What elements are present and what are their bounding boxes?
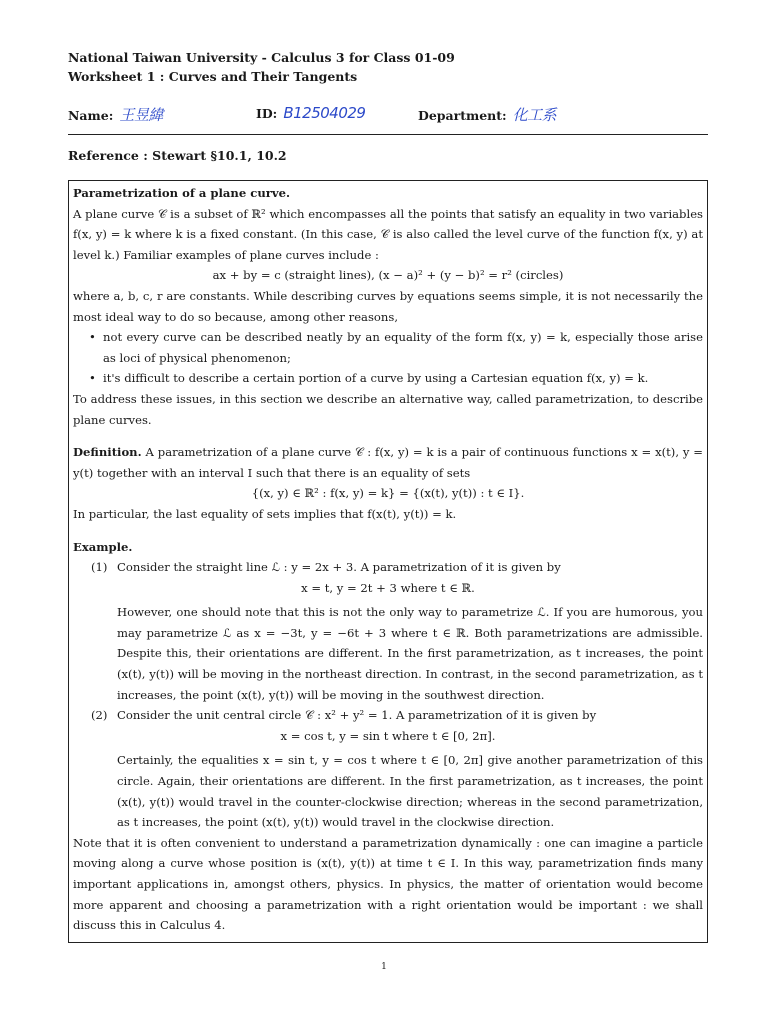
curve-examples-equation: ax + by = c (straight lines), (x − a)² + (y − b)² = r² (circles) bbox=[212, 268, 564, 283]
worksheet-title: Worksheet 1 : Curves and Their Tangents bbox=[68, 69, 358, 84]
content-box bbox=[68, 180, 708, 943]
definition-note: In particular, the last equality of sets implies that f(x(t), y(t)) = k. bbox=[73, 506, 457, 521]
bullet-icon: • bbox=[89, 371, 96, 386]
example-number: (1) bbox=[91, 560, 108, 575]
name-field bbox=[68, 104, 163, 125]
definition-paragraph bbox=[73, 442, 703, 483]
example-item-2 bbox=[73, 705, 703, 726]
where-paragraph: where a, b, c, r are constants. While describing curves by equations seems simple, it is not necessarily the most ideal way to do so because, among other reasons, bbox=[73, 288, 703, 324]
header-divider bbox=[68, 134, 708, 135]
section-title: Parametrization of a plane curve. bbox=[73, 186, 291, 200]
id-handwriting: B12504029 bbox=[283, 104, 366, 122]
example-item-1 bbox=[73, 557, 703, 578]
example-equation: x = cos t, y = sin t where t ∈ [0, 2π]. bbox=[280, 728, 496, 743]
example-label: Example. bbox=[73, 539, 133, 554]
reference-line: Reference : Stewart §10.1, 10.2 bbox=[68, 148, 287, 163]
closing-paragraph: Note that it is often convenient to understand a parametrization dynamically : one can imagine a particle moving along a curve whose position is (x(t), y(t)) at time t ∈ I. In this way, parametrization finds many important applications in, amongst others, physics. In physics, the matter of orientation would become more apparent and choosing a parametrization with a right orientation would be important : we shall discuss this in Calculus 4. bbox=[73, 835, 703, 933]
worksheet-header bbox=[68, 48, 455, 86]
definition-label: Definition. bbox=[73, 445, 142, 460]
content-body bbox=[73, 183, 703, 936]
definition-equation: {(x, y) ∈ ℝ² : f(x, y) = k} = {(x(t), y(t)) : t ∈ I}. bbox=[251, 486, 525, 501]
bullet-text: it's difficult to describe a certain portion of a curve by using a Cartesian equation f(x, y) = k. bbox=[103, 371, 649, 386]
example-body: Certainly, the equalities x = sin t, y = cos t where t ∈ [0, 2π] give another parametrization of this circle. Again, their orientations are different. In the first parametrization, as t increases, the point (x(t), y(t)) would travel in the counter-clockwise direction; whereas in the second parametrization, as t increases, the point (x(t), y(t)) would travel in the clockwise direction. bbox=[117, 753, 703, 830]
list-item bbox=[89, 368, 703, 389]
name-label: Name: bbox=[68, 108, 114, 123]
intro-paragraph: A plane curve 𝒞 is a subset of ℝ² which encompasses all the points that satisfy an equality in two variables f(x, y) = k where k is a fixed constant. (In this case, 𝒞 is also called the level curve of the function f(x, y) at level k.) Familiar examples of plane curves include : bbox=[73, 206, 703, 262]
list-item bbox=[89, 327, 703, 368]
example-lead: Consider the straight line ℒ : y = 2x + 3. A parametrization of it is given by bbox=[117, 560, 561, 575]
id-field bbox=[256, 104, 365, 122]
page-number: 1 bbox=[381, 962, 387, 972]
department-label: Department: bbox=[418, 108, 507, 123]
address-paragraph: To address these issues, in this section we describe an alternative way, called parametrization, to describe plane curves. bbox=[73, 391, 703, 427]
id-label: ID: bbox=[256, 106, 278, 121]
definition-text: A parametrization of a plane curve 𝒞 : f(x, y) = k is a pair of continuous functions x = x(t), y = y(t) together with an interval I such that there is an equality of sets bbox=[73, 445, 704, 480]
department-field bbox=[418, 104, 556, 125]
bullet-icon: • bbox=[89, 330, 96, 345]
name-handwriting: 王昱緯 bbox=[119, 106, 163, 124]
example-equation: x = t, y = 2t + 3 where t ∈ ℝ. bbox=[301, 580, 475, 595]
student-info bbox=[68, 104, 708, 128]
example-number: (2) bbox=[91, 708, 108, 723]
reasons-list bbox=[73, 327, 703, 389]
course-title: National Taiwan University - Calculus 3 for Class 01-09 bbox=[68, 50, 455, 65]
department-handwriting: 化工系 bbox=[512, 106, 557, 124]
bullet-text: not every curve can be described neatly by an equality of the form f(x, y) = k, especially those arise as loci of physical phenomenon; bbox=[103, 330, 703, 365]
example-lead: Consider the unit central circle 𝒞 : x² + y² = 1. A parametrization of it is given by bbox=[117, 708, 597, 723]
example-body: However, one should note that this is not the only way to parametrize ℒ. If you are humorous, you may parametrize ℒ as x = −3t, y = −6t + 3 where t ∈ ℝ. Both parametrizations are admissible. Despite this, their orientations are different. In the first parametrization, as t increases, the point (x(t), y(t)) will be moving in the northeast direction. In contrast, in the second parametrization, as t increases, the point (x(t), y(t)) will be moving in the southwest direction. bbox=[117, 605, 703, 702]
